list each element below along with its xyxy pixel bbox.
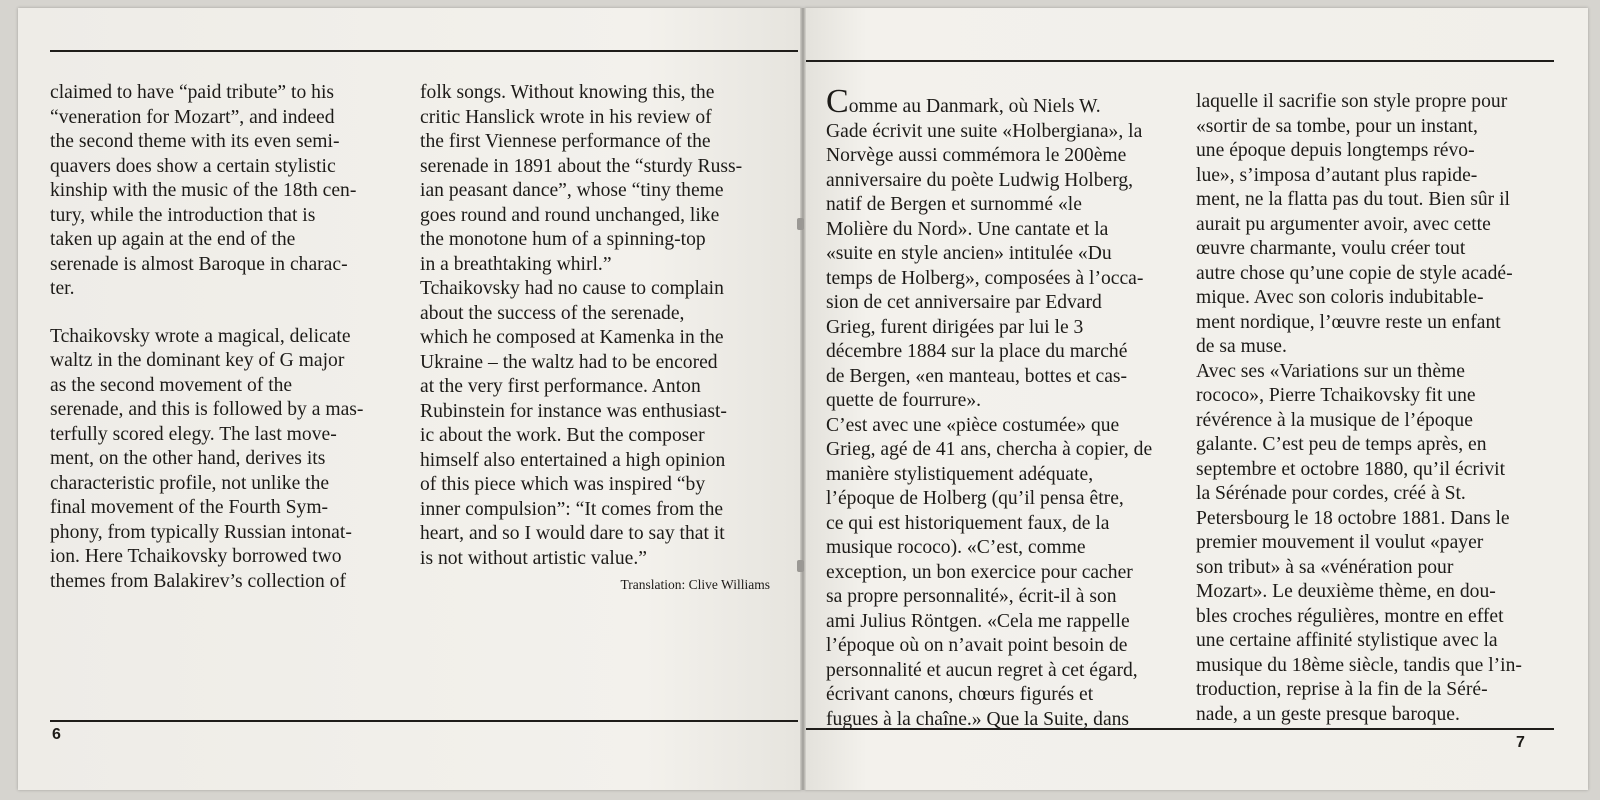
translation-credit: Translation: Clive Williams (620, 577, 770, 592)
bottom-rule-left (50, 720, 798, 722)
top-rule-right (806, 60, 1554, 62)
paragraph: Tchaikovsky had no cause to complain about the success of the serenade, which he composed at Kamenka in the Ukraine – the waltz had to be encored at the very first performance. Anton Rubinstein for instance was enthusiast- ic about the work. But the composer himself also entertained a high opinion of this piece which was inspired “by inner compulsion”: “It comes from the heart, and so I would dare to say that it is not without artistic value.” (420, 278, 727, 569)
paragraph: folk songs. Without knowing this, the critic Hanslick wrote in his review of the first Viennese performance of the serenade in 1891 about the “sturdy Russ- ian peasant dance”, whose “tiny theme goes round and round unchanged, like the monotone hum of a spinning-top in a breathtaking whirl.” (420, 82, 743, 275)
right-column-2 (1196, 90, 1530, 727)
top-rule-left (50, 50, 798, 52)
staple (797, 218, 804, 230)
paragraph (826, 83, 1156, 414)
paragraph: C’est avec une «pièce costumée» que Grieg, agé de 41 ans, chercha à copier, de manière stylistiquement adéquate, l’époque de Holberg (qu’il pensa être, ce qui est historiquement faux, de la musique rococo). «C’est, comme exception, un bon exercice pour cacher sa propre personnalité», écrit-il à son ami Julius Röntgen. «Cela me rappelle l’époque où on n’avait point besoin de personnalité et aucun regret à cet égard, écrivant canons, chœurs figurés et fugues à la chaîne.» Que la Suite, dans (826, 414, 1153, 730)
page-number-right: 7 (1516, 734, 1525, 751)
paragraph: Avec ses «Variations sur un thème rococo», Pierre Tchaikovsky fit une révérence à la musique de l’époque galante. C’est peu de temps après, en septembre et octobre 1880, qu’il écrivit la Sérénade pour cordes, créé à St. Petersbourg le 18 octobre 1881. Dans le premier mouvement il voulut «payer son tribut» à sa «vénération pour Mozart». Le deuxième thème, en dou- bles croches régulières, montre en effet une certaine affinité stylistique avec la musique du 18ème siècle, tandis que l’in- troduction, reprise à la fin de la Séré- nade, a un geste presque baroque. (1196, 360, 1522, 725)
page-number-left: 6 (52, 726, 61, 743)
left-column-1 (50, 81, 388, 594)
paragraph-text: omme au Danmark, où Niels W. Gade écrivit une suite «Holbergiana», la Norvège aussi commémora le 200ème anniversaire du poète Ludwig Holberg, natif de Bergen et surnommé «le Molière du Nord». Une cantate et la «suite en style ancien» intitulée «Du temps de Holberg», composées à l’occa- sion de cet anniversaire par Edvard Grieg, furent dirigées par lui le 3 décembre 1884 sur la place du marché de Bergen, «en manteau, bottes et cas- quette de fourrure». (826, 96, 1144, 411)
booklet-spine (800, 8, 806, 790)
paragraph: claimed to have “paid tribute” to his “veneration for Mozart”, and indeed the second theme with its even semi- quavers does show a certain stylistic kinship with the music of the 18th cen- tury, while the introduction that is taken up again at the end of the serenade is almost Baroque in charac- ter. (50, 82, 357, 299)
left-column-2 (420, 81, 772, 571)
right-column-1 (826, 83, 1156, 732)
paragraph: Tchaikovsky wrote a magical, delicate waltz in the dominant key of G major as the second movement of the serenade, and this is followed by a mas- terfully scored elegy. The last move- ment, on the other hand, derives its characteristic profile, not unlike the final movement of the Fourth Sym- phony, from typically Russian intonat- ion. Here Tchaikovsky borrowed two themes from Balakirev’s collection of (50, 325, 364, 592)
paragraph: laquelle il sacrifie son style propre pour «sortir de sa tombe, pour un instant, une époque depuis longtemps révo- lue», s’imposa d’autant plus rapide- ment, ne la flatta pas du tout. Bien sûr il aurait pu argumenter avoir, avec cette œuvre charmante, voulu créer tout autre chose qu’une copie de style acadé- mique. Avec son coloris indubitable- ment nordique, l’œuvre reste un enfant de sa muse. (1196, 91, 1513, 357)
drop-cap: C (826, 83, 849, 120)
staple (797, 560, 804, 572)
